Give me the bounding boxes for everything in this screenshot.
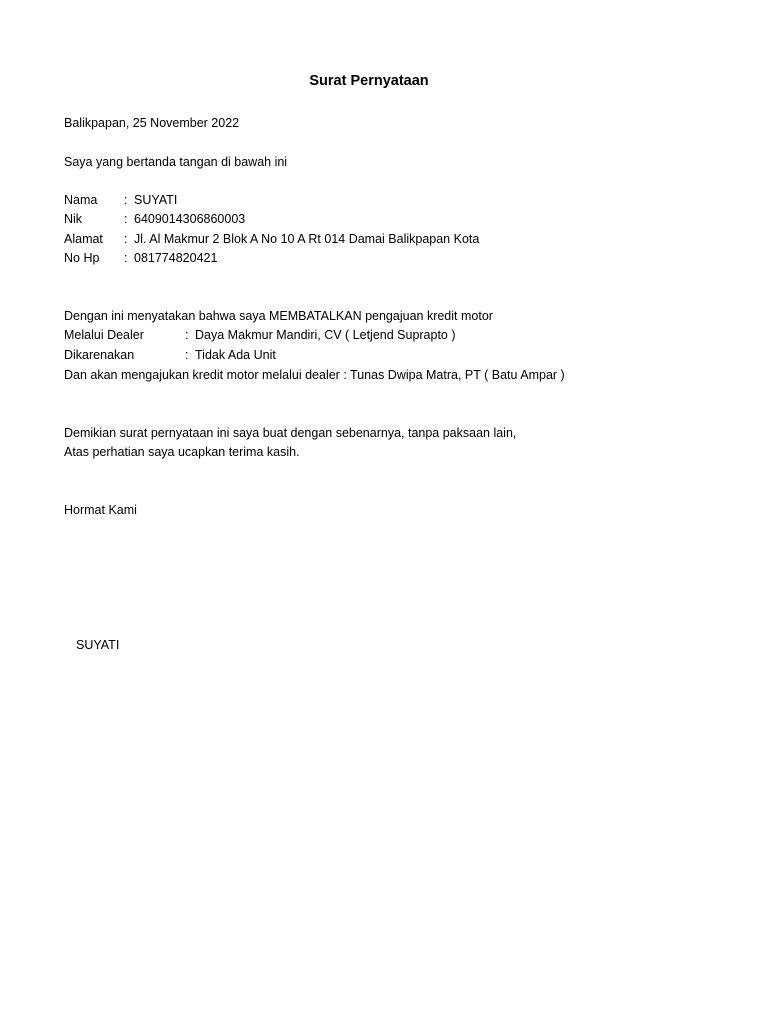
field-label: Dikarenakan xyxy=(64,348,135,362)
field-value: Jl. Al Makmur 2 Blok A No 10 A Rt 014 Damai Balikpapan Kota xyxy=(134,232,480,246)
field-value: 6409014306860003 xyxy=(134,212,246,226)
statement-text: Dengan ini menyatakan bahwa saya MEMBATALKAN pengajuan kredit motor xyxy=(64,309,493,323)
field-label: Nik xyxy=(64,212,83,226)
place-date: Balikpapan, 25 November 2022 xyxy=(64,116,240,130)
identity-row-nik xyxy=(64,210,245,228)
detail-row-reason xyxy=(64,346,276,364)
identity-row-name xyxy=(64,191,177,209)
field-value: 081774820421 xyxy=(134,251,218,265)
closing-line-2: Atas perhatian saya ucapkan terima kasih. xyxy=(64,445,300,459)
colon: : xyxy=(124,232,128,246)
field-label: Melalui Dealer xyxy=(64,328,144,342)
colon: : xyxy=(124,251,128,265)
detail-row-dealer xyxy=(64,326,456,344)
closing-line-1: Demikian surat pernyataan ini saya buat dengan sebenarnya, tanpa paksaan lain, xyxy=(64,426,517,440)
field-value: Tidak Ada Unit xyxy=(195,348,276,362)
field-label: Nama xyxy=(64,193,98,207)
intro-text: Saya yang bertanda tangan di bawah ini xyxy=(64,155,288,169)
salutation: Hormat Kami xyxy=(64,503,137,517)
new-dealer-text: Dan akan mengajukan kredit motor melalui dealer : Tunas Dwipa Matra, PT ( Batu Ampar ) xyxy=(64,368,565,382)
field-value: Daya Makmur Mandiri, CV ( Letjend Suprapto ) xyxy=(195,328,456,342)
signer-name: SUYATI xyxy=(76,638,120,652)
document-title: Surat Pernyataan xyxy=(309,73,429,89)
identity-row-address xyxy=(64,230,479,248)
field-label: Alamat xyxy=(64,232,103,246)
colon: : xyxy=(185,328,189,342)
field-value: SUYATI xyxy=(134,193,178,207)
field-label: No Hp xyxy=(64,251,100,265)
colon: : xyxy=(124,193,128,207)
colon: : xyxy=(185,348,189,362)
colon: : xyxy=(124,212,128,226)
identity-row-phone xyxy=(64,249,217,267)
